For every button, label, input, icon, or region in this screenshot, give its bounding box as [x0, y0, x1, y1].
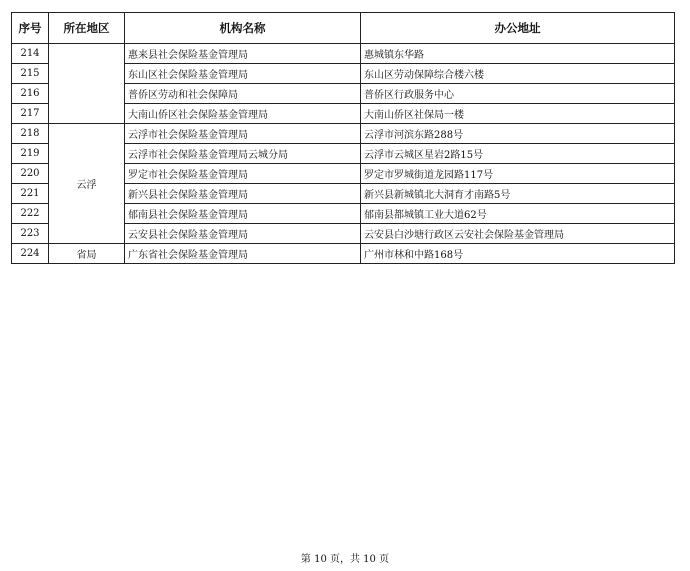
cell-seq: 217: [12, 104, 49, 124]
cell-seq: 215: [12, 64, 49, 84]
cell-org: 云浮市社会保险基金管理局云城分局: [125, 144, 361, 164]
cell-address: 云安县白沙塘行政区云安社会保险基金管理局: [361, 224, 675, 244]
header-address: 办公地址: [361, 13, 675, 44]
cell-address: 大南山侨区社保局一楼: [361, 104, 675, 124]
cell-org: 云浮市社会保险基金管理局: [125, 124, 361, 144]
cell-org: 郁南县社会保险基金管理局: [125, 204, 361, 224]
cell-address: 惠城镇东华路: [361, 44, 675, 64]
header-seq: 序号: [12, 13, 49, 44]
cell-region: 云浮: [49, 124, 125, 244]
cell-seq: 218: [12, 124, 49, 144]
cell-address: 东山区劳动保障综合楼六楼: [361, 64, 675, 84]
cell-org: 大南山侨区社会保险基金管理局: [125, 104, 361, 124]
cell-org: 新兴县社会保险基金管理局: [125, 184, 361, 204]
page-footer: [0, 550, 690, 565]
page-number: 第 10 页，共 10 页: [300, 554, 390, 565]
table-row: [12, 244, 675, 264]
cell-address: 郁南县都城镇工业大道62号: [361, 204, 675, 224]
cell-address: 罗定市罗城街道龙园路117号: [361, 164, 675, 184]
cell-address: 广州市林和中路168号: [361, 244, 675, 264]
cell-seq: 216: [12, 84, 49, 104]
agency-table: [11, 12, 675, 264]
table-header: [12, 13, 675, 44]
header-region: 所在地区: [49, 13, 125, 44]
cell-org: 惠来县社会保险基金管理局: [125, 44, 361, 64]
cell-seq: 214: [12, 44, 49, 64]
cell-seq: 223: [12, 224, 49, 244]
cell-address: 普侨区行政服务中心: [361, 84, 675, 104]
cell-seq: 224: [12, 244, 49, 264]
cell-region: 省局: [49, 244, 125, 264]
cell-org: 普侨区劳动和社会保障局: [125, 84, 361, 104]
cell-seq: 219: [12, 144, 49, 164]
header-org: 机构名称: [125, 13, 361, 44]
cell-address: 云浮市河滨东路288号: [361, 124, 675, 144]
header-row: [12, 13, 675, 44]
cell-org: 广东省社会保险基金管理局: [125, 244, 361, 264]
cell-seq: 222: [12, 204, 49, 224]
table-body: [12, 44, 675, 264]
table-row: [12, 124, 675, 144]
document-sheet: [11, 12, 674, 264]
cell-org: 云安县社会保险基金管理局: [125, 224, 361, 244]
table-row: [12, 44, 675, 64]
cell-region: [49, 44, 125, 124]
cell-org: 东山区社会保险基金管理局: [125, 64, 361, 84]
cell-seq: 221: [12, 184, 49, 204]
cell-address: 云浮市云城区星岩2路15号: [361, 144, 675, 164]
cell-address: 新兴县新城镇北大洞育才南路5号: [361, 184, 675, 204]
cell-seq: 220: [12, 164, 49, 184]
cell-org: 罗定市社会保险基金管理局: [125, 164, 361, 184]
